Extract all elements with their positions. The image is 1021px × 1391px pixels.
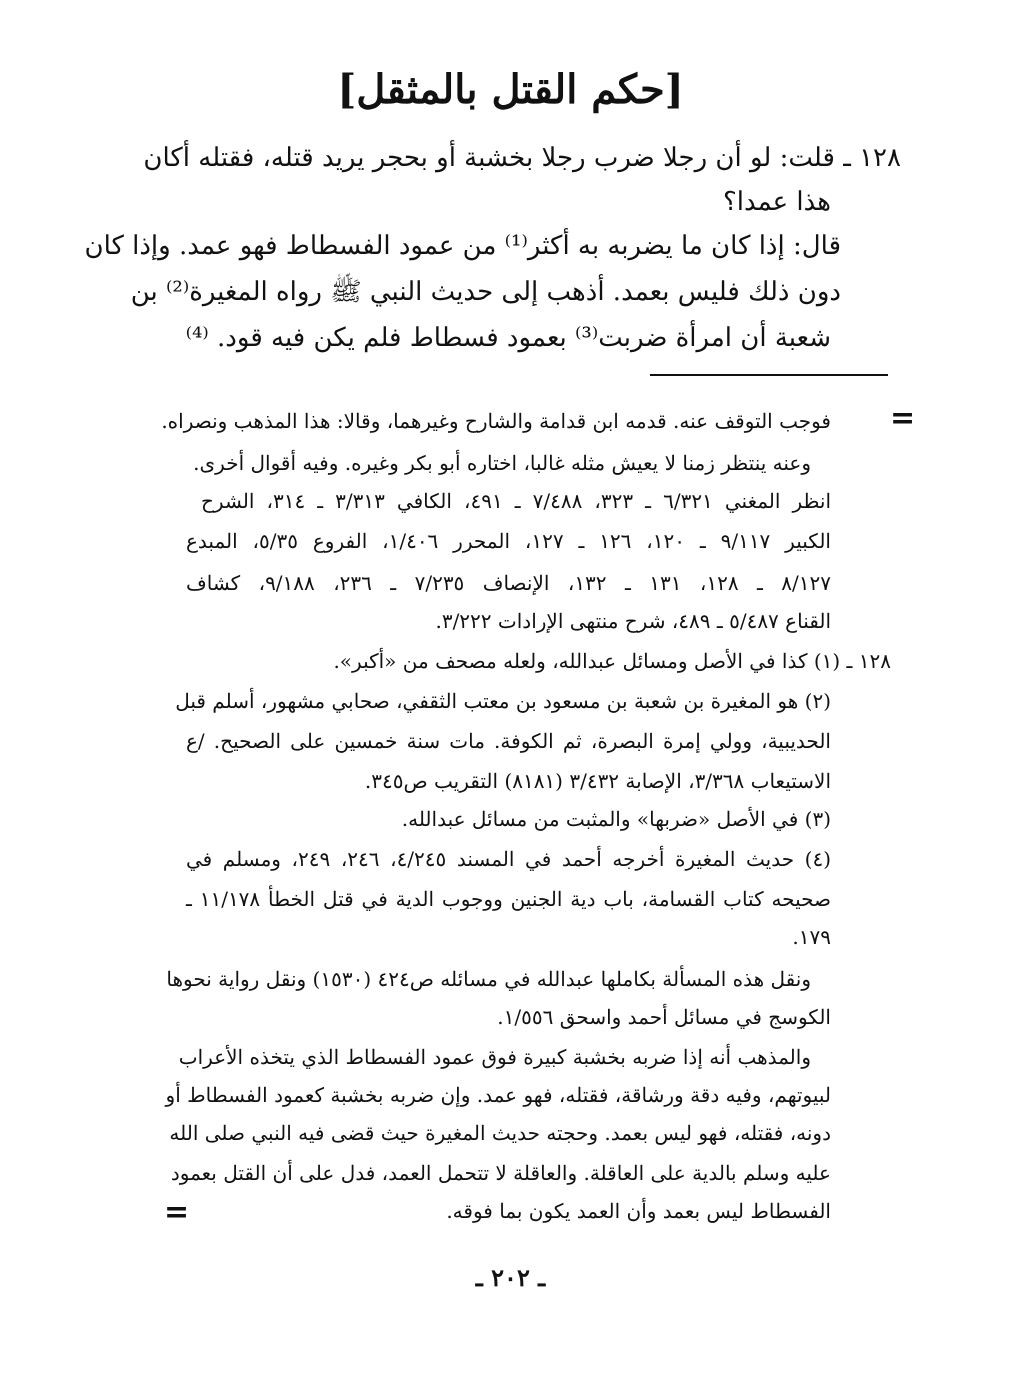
main-text-line: قال: إذا كان ما يضربه به أكثر⁽¹⁾ من عمود الفسطاط فهو عمد. وإذا كان (84, 231, 841, 261)
footnote-line: ٨/١٢٧ ـ ١٢٨، ١٣١ ـ ١٣٢، الإنصاف ٧/٢٣٥ ـ ٢٣٦، ٩/١٨٨، كشاف (186, 571, 832, 595)
footnote-line: لبيوتهم، وفيه دقة ورشاقة، فقتله، فهو عمد. وإن ضربه بخشبة كعمود الفسطاط أو (165, 1083, 831, 1107)
footnote-line: الفسطاط ليس بعمد وأن العمد يكون بما فوقه. (446, 1199, 831, 1223)
footnote-line: انظر المغني ٦/٣٢١ ـ ٣٢٣، ٧/٤٨٨ ـ ٤٩١، الكافي ٣/٣١٣ ـ ٣١٤، الشرح (201, 489, 832, 513)
continuation-mark-bottom: = (164, 1195, 190, 1230)
footnote-line: (٢) هو المغيرة بن شعبة بن مسعود بن معتب الثقفي، صحابي مشهور، أسلم قبل (175, 689, 831, 713)
footnote-line: دونه، فقتله، فهو ليس بعمد. وحجته حديث المغيرة حيث قضى فيه النبي صلى الله (169, 1121, 831, 1145)
footnote-line: والمذهب أنه إذا ضربه بخشبة كبيرة فوق عمود الفسطاط الذي يتخذه الأعراب (178, 1045, 811, 1069)
footnote-line: عليه وسلم بالدية على العاقلة. والعاقلة لا تتحمل العمد، فدل على أن القتل بعمود (170, 1161, 831, 1185)
footnote-line: الاستيعاب ٣/٣٦٨، الإصابة ٣/٤٣٢ (٨١٨١) التقريب ص٣٤٥. (364, 769, 831, 793)
footnote-line: ١٢٨ ـ (١) كذا في الأصل ومسائل عبدالله، ولعله مصحف من «أكبر». (333, 649, 891, 673)
continuation-mark-top: = (890, 401, 916, 436)
main-text-line: دون ذلك فليس بعمد. أذهب إلى حديث النبي ﷺ رواه المغيرة⁽²⁾ بن (130, 277, 841, 307)
footnote-line: (٤) حديث المغيرة أخرجه أحمد في المسند ٤/٢٤٥، ٢٤٦، ٢٤٩، ومسلم في (186, 847, 832, 871)
footnote-line: الكوسج في مسائل أحمد واسحق ١/٥٥٦. (497, 1005, 831, 1029)
footnote-line: صحيحه كتاب القسامة، باب دية الجنين ووجوب الدية في قتل الخطأ ١١/١٧٨ ـ (186, 887, 831, 911)
page-number: ـ ٢٠٢ ـ (475, 1263, 546, 1292)
footnote-line: القناع ٥/٤٨٧ ـ ٤٨٩، شرح منتهى الإرادات ٣/٢٢٢. (435, 609, 831, 633)
footnote-line: وعنه ينتظر زمنا لا يعيش مثله غالبا، اختاره أبو بكر وغيره. وفيه أقوال أخرى. (193, 451, 811, 475)
page-title: [حكم القتل بالمثقل] (337, 66, 684, 113)
footnote-line: فوجب التوقف عنه. قدمه ابن قدامة والشارح وغيرهما، وقالا: هذا المذهب ونصراه. (161, 409, 831, 433)
footnote-separator (650, 374, 888, 376)
main-text-line: شعبة أن امرأة ضربت⁽³⁾ بعمود فسطاط فلم يكن فيه قود. ⁽⁴⁾ (185, 323, 831, 353)
footnote-line: الكبير ٩/١١٧ ـ ١٢٠، ١٢٦ ـ ١٢٧، المحرر ١/٤٠٦، الفروع ٥/٣٥، المبدع (186, 529, 831, 553)
footnote-line: الحديبية، وولي إمرة البصرة، ثم الكوفة. مات سنة خمسين على الصحيح. /ع (186, 729, 831, 753)
main-text-line: هذا عمدا؟ (722, 187, 831, 217)
footnote-line: ١٧٩. (792, 925, 831, 949)
footnote-line: ونقل هذه المسألة بكاملها عبدالله في مسائله ص٤٢٤ (١٥٣٠) ونقل رواية نحوها (166, 967, 811, 991)
footnote-line: (٣) في الأصل «ضربها» والمثبت من مسائل عبدالله. (401, 807, 831, 831)
main-text-line: ١٢٨ ـ قلت: لو أن رجلا ضرب رجلا بخشبة أو بحجر يريد قتله، فقتله أكان (143, 143, 901, 173)
